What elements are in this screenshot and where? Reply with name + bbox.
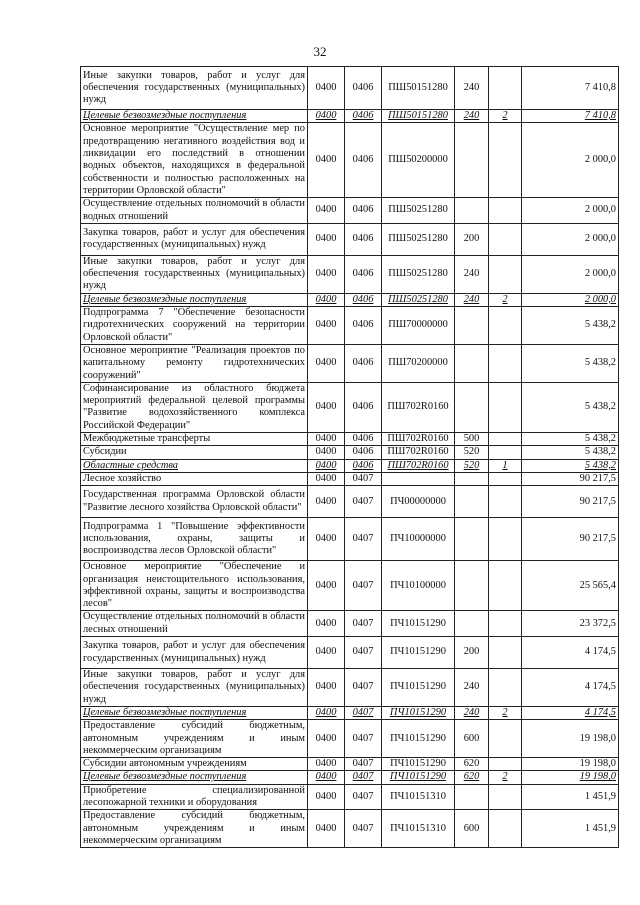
- row-pr: 0407: [345, 771, 382, 784]
- row-csr: ПЧ10151290: [382, 771, 455, 784]
- row-sum: 19 198,0: [522, 720, 619, 758]
- table-row: [81, 518, 619, 561]
- row-rz: 0400: [308, 720, 345, 758]
- row-sum: 90 217,5: [522, 472, 619, 485]
- row-sum: 23 372,5: [522, 611, 619, 637]
- row-pr: 0407: [345, 758, 382, 771]
- row-name: Лесное хозяйство: [81, 472, 308, 485]
- row-rz: 0400: [308, 561, 345, 611]
- row-vr: [455, 382, 489, 432]
- row-csr: ПЧ10151290: [382, 611, 455, 637]
- row-src: 2: [489, 293, 522, 306]
- row-name: Субсидии автономным учреждениям: [81, 758, 308, 771]
- row-csr: ПЧ10151310: [382, 810, 455, 848]
- row-sum: 2 000,0: [522, 293, 619, 306]
- row-csr: ПШ50251280: [382, 255, 455, 293]
- row-vr: [455, 784, 489, 810]
- row-csr: ПЧ10151290: [382, 758, 455, 771]
- row-sum: 1 451,9: [522, 810, 619, 848]
- table-row: [81, 706, 619, 719]
- row-pr: 0406: [345, 382, 382, 432]
- row-rz: 0400: [308, 472, 345, 485]
- row-name: Иные закупки товаров, работ и услуг для обеспечения государственных (муниципальных) нужд: [81, 669, 308, 707]
- row-src: [489, 810, 522, 848]
- row-pr: 0407: [345, 472, 382, 485]
- table-row: [81, 123, 619, 198]
- row-name: Осуществление отдельных полномочий в области водных отношений: [81, 198, 308, 224]
- row-name: Иные закупки товаров, работ и услуг для обеспечения государственных (муниципальных) нужд: [81, 67, 308, 110]
- row-sum: 19 198,0: [522, 758, 619, 771]
- row-src: 2: [489, 706, 522, 719]
- row-vr: [455, 307, 489, 345]
- row-vr: 240: [455, 293, 489, 306]
- row-src: [489, 669, 522, 707]
- row-csr: ПЧ10151290: [382, 720, 455, 758]
- row-rz: 0400: [308, 771, 345, 784]
- row-src: [489, 446, 522, 459]
- row-vr: 520: [455, 446, 489, 459]
- row-pr: 0406: [345, 255, 382, 293]
- row-pr: 0406: [345, 459, 382, 472]
- row-name: Осуществление отдельных полномочий в области лесных отношений: [81, 611, 308, 637]
- row-rz: 0400: [308, 637, 345, 669]
- row-name: Предоставление субсидий бюджетным, автономным учреждениям и иным некоммерческим организациям: [81, 810, 308, 848]
- table-row: [81, 344, 619, 382]
- row-src: 2: [489, 110, 522, 123]
- row-name: Основное мероприятие "Осуществление мер по предотвращению негативного воздействия вод и ликвидации его последствий в отношении водных объектов, находящихся в федеральной собственности и полностью расположенных на территории Орловской области": [81, 123, 308, 198]
- table-row: [81, 459, 619, 472]
- row-csr: [382, 472, 455, 485]
- table-row: [81, 637, 619, 669]
- row-rz: 0400: [308, 293, 345, 306]
- row-csr: ПШ50251280: [382, 223, 455, 255]
- row-pr: 0406: [345, 446, 382, 459]
- row-src: [489, 433, 522, 446]
- table-row: [81, 486, 619, 518]
- row-src: [489, 486, 522, 518]
- row-name: Областные средства: [81, 459, 308, 472]
- row-vr: 240: [455, 255, 489, 293]
- table-row: [81, 611, 619, 637]
- row-name: Межбюджетные трансферты: [81, 433, 308, 446]
- row-src: [489, 720, 522, 758]
- row-rz: 0400: [308, 669, 345, 707]
- row-sum: 5 438,2: [522, 446, 619, 459]
- row-pr: 0407: [345, 611, 382, 637]
- budget-table: [80, 66, 619, 848]
- row-rz: 0400: [308, 198, 345, 224]
- row-csr: ПЧ00000000: [382, 486, 455, 518]
- row-pr: 0406: [345, 293, 382, 306]
- row-csr: ПШ702R0160: [382, 433, 455, 446]
- row-src: [489, 472, 522, 485]
- row-name: Софинансирование из областного бюджета мероприятий федеральной целевой программы "Развитие водохозяйственного комплекса Российской Федерации": [81, 382, 308, 432]
- row-vr: 240: [455, 67, 489, 110]
- row-vr: 200: [455, 637, 489, 669]
- row-src: [489, 611, 522, 637]
- row-vr: 240: [455, 110, 489, 123]
- table-row: [81, 446, 619, 459]
- row-csr: ПШ50151280: [382, 110, 455, 123]
- row-pr: 0406: [345, 307, 382, 345]
- row-pr: 0406: [345, 123, 382, 198]
- row-vr: 600: [455, 720, 489, 758]
- row-csr: ПШ70200000: [382, 344, 455, 382]
- row-sum: 2 000,0: [522, 223, 619, 255]
- row-sum: 1 451,9: [522, 784, 619, 810]
- row-name: Иные закупки товаров, работ и услуг для обеспечения государственных (муниципальных) нужд: [81, 255, 308, 293]
- row-name: Основное мероприятие "Обеспечение и организация неистощительного использования, эффективной охраны, защиты и воспроизводства лесов": [81, 561, 308, 611]
- row-csr: ПШ50151280: [382, 67, 455, 110]
- row-csr: ПЧ10100000: [382, 561, 455, 611]
- row-rz: 0400: [308, 706, 345, 719]
- row-name: Подпрограмма 1 "Повышение эффективности использования, охраны, защиты и воспроизводства лесов Орловской области": [81, 518, 308, 561]
- row-vr: 240: [455, 669, 489, 707]
- row-rz: 0400: [308, 758, 345, 771]
- row-sum: 5 438,2: [522, 307, 619, 345]
- row-src: [489, 255, 522, 293]
- table-row: [81, 433, 619, 446]
- row-csr: ПШ70000000: [382, 307, 455, 345]
- row-sum: 25 565,4: [522, 561, 619, 611]
- row-src: [489, 382, 522, 432]
- row-rz: 0400: [308, 307, 345, 345]
- table-row: [81, 67, 619, 110]
- table-row: [81, 771, 619, 784]
- row-pr: 0406: [345, 223, 382, 255]
- row-src: [489, 518, 522, 561]
- row-rz: 0400: [308, 433, 345, 446]
- row-vr: 600: [455, 810, 489, 848]
- row-vr: 620: [455, 771, 489, 784]
- row-sum: 90 217,5: [522, 518, 619, 561]
- row-sum: 5 438,2: [522, 433, 619, 446]
- row-rz: 0400: [308, 446, 345, 459]
- row-vr: [455, 472, 489, 485]
- row-name: Подпрограмма 7 "Обеспечение безопасности гидротехнических сооружений на территории Орловской области": [81, 307, 308, 345]
- row-name: Целевые безвозмездные поступления: [81, 110, 308, 123]
- row-src: [489, 223, 522, 255]
- row-vr: [455, 611, 489, 637]
- row-sum: 2 000,0: [522, 123, 619, 198]
- row-rz: 0400: [308, 611, 345, 637]
- row-sum: 4 174,5: [522, 706, 619, 719]
- row-pr: 0407: [345, 561, 382, 611]
- row-src: [489, 344, 522, 382]
- table-row: [81, 110, 619, 123]
- row-csr: ПШ50251280: [382, 293, 455, 306]
- row-rz: 0400: [308, 123, 345, 198]
- row-csr: ПЧ10151290: [382, 669, 455, 707]
- row-pr: 0407: [345, 637, 382, 669]
- row-src: [489, 198, 522, 224]
- row-sum: 90 217,5: [522, 486, 619, 518]
- row-csr: ПЧ10000000: [382, 518, 455, 561]
- row-sum: 4 174,5: [522, 637, 619, 669]
- row-pr: 0407: [345, 669, 382, 707]
- row-rz: 0400: [308, 459, 345, 472]
- row-name: Целевые безвозмездные поступления: [81, 771, 308, 784]
- table-row: [81, 720, 619, 758]
- row-csr: ПШ50200000: [382, 123, 455, 198]
- row-sum: 4 174,5: [522, 669, 619, 707]
- row-pr: 0406: [345, 433, 382, 446]
- row-name: Целевые безвозмездные поступления: [81, 293, 308, 306]
- row-src: [489, 637, 522, 669]
- table-row: [81, 810, 619, 848]
- row-rz: 0400: [308, 518, 345, 561]
- row-vr: 520: [455, 459, 489, 472]
- row-sum: 5 438,2: [522, 382, 619, 432]
- table-row: [81, 293, 619, 306]
- row-name: Закупка товаров, работ и услуг для обеспечения государственных (муниципальных) нужд: [81, 223, 308, 255]
- row-vr: [455, 518, 489, 561]
- row-src: [489, 307, 522, 345]
- row-pr: 0407: [345, 706, 382, 719]
- row-vr: 500: [455, 433, 489, 446]
- table-row: [81, 472, 619, 485]
- row-pr: 0406: [345, 67, 382, 110]
- row-name: Закупка товаров, работ и услуг для обеспечения государственных (муниципальных) нужд: [81, 637, 308, 669]
- row-pr: 0406: [345, 344, 382, 382]
- row-vr: [455, 561, 489, 611]
- row-sum: 2 000,0: [522, 255, 619, 293]
- row-name: Субсидии: [81, 446, 308, 459]
- table-row: [81, 382, 619, 432]
- row-src: [489, 123, 522, 198]
- row-pr: 0407: [345, 720, 382, 758]
- row-vr: 240: [455, 706, 489, 719]
- row-rz: 0400: [308, 486, 345, 518]
- row-pr: 0407: [345, 486, 382, 518]
- row-vr: [455, 123, 489, 198]
- row-rz: 0400: [308, 344, 345, 382]
- row-sum: 2 000,0: [522, 198, 619, 224]
- row-src: [489, 758, 522, 771]
- row-src: 1: [489, 459, 522, 472]
- row-rz: 0400: [308, 110, 345, 123]
- row-rz: 0400: [308, 382, 345, 432]
- row-src: [489, 67, 522, 110]
- table-row: [81, 307, 619, 345]
- row-name: Приобретение специализированной лесопожарной техники и оборудования: [81, 784, 308, 810]
- row-rz: 0400: [308, 784, 345, 810]
- row-sum: 5 438,2: [522, 459, 619, 472]
- row-src: [489, 784, 522, 810]
- row-vr: [455, 344, 489, 382]
- row-csr: ПШ702R0160: [382, 446, 455, 459]
- page-number: 32: [313, 44, 327, 59]
- row-csr: ПЧ10151310: [382, 784, 455, 810]
- row-csr: ПШ50251280: [382, 198, 455, 224]
- table-row: [81, 223, 619, 255]
- row-csr: ПЧ10151290: [382, 637, 455, 669]
- row-name: Основное мероприятие "Реализация проектов по капитальному ремонту гидротехнических сооружений": [81, 344, 308, 382]
- row-pr: 0407: [345, 518, 382, 561]
- row-rz: 0400: [308, 67, 345, 110]
- row-sum: 5 438,2: [522, 344, 619, 382]
- row-rz: 0400: [308, 223, 345, 255]
- row-sum: 19 198,0: [522, 771, 619, 784]
- table-row: [81, 255, 619, 293]
- row-vr: 620: [455, 758, 489, 771]
- row-pr: 0407: [345, 784, 382, 810]
- table-row: [81, 198, 619, 224]
- row-vr: 200: [455, 223, 489, 255]
- row-csr: ПШ702R0160: [382, 382, 455, 432]
- row-name: Целевые безвозмездные поступления: [81, 706, 308, 719]
- row-pr: 0407: [345, 810, 382, 848]
- row-vr: [455, 198, 489, 224]
- table-row: [81, 758, 619, 771]
- row-csr: ПШ702R0160: [382, 459, 455, 472]
- row-csr: ПЧ10151290: [382, 706, 455, 719]
- table-row: [81, 561, 619, 611]
- row-pr: 0406: [345, 110, 382, 123]
- row-name: Государственная программа Орловской области "Развитие лесного хозяйства Орловской области": [81, 486, 308, 518]
- row-sum: 7 410,8: [522, 67, 619, 110]
- table-row: [81, 669, 619, 707]
- row-src: [489, 561, 522, 611]
- row-src: 2: [489, 771, 522, 784]
- row-rz: 0400: [308, 255, 345, 293]
- row-vr: [455, 486, 489, 518]
- row-pr: 0406: [345, 198, 382, 224]
- row-name: Предоставление субсидий бюджетным, автономным учреждениям и иным некоммерческим организациям: [81, 720, 308, 758]
- row-rz: 0400: [308, 810, 345, 848]
- table-row: [81, 784, 619, 810]
- row-sum: 7 410,8: [522, 110, 619, 123]
